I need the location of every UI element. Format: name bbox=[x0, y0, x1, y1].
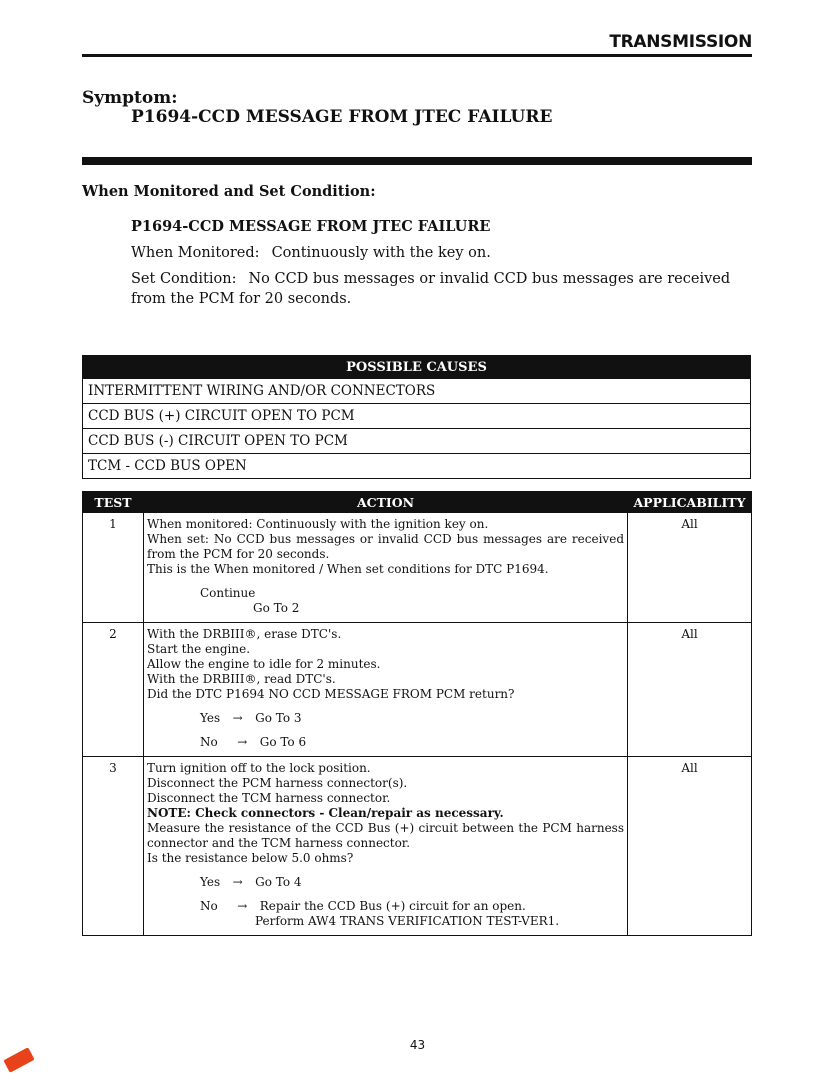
header-rule bbox=[82, 54, 752, 57]
test-applicability: All bbox=[628, 623, 752, 757]
when-monitored-label: When Monitored: bbox=[131, 245, 260, 261]
test-number: 1 bbox=[83, 513, 144, 623]
set-condition-label: Set Condition: bbox=[131, 271, 237, 287]
arrow-icon: → bbox=[237, 735, 248, 749]
action-line: Disconnect the TCM harness connector. bbox=[147, 791, 391, 805]
test-action bbox=[144, 623, 628, 757]
yes-label: Yes bbox=[200, 875, 221, 889]
yes-goto: Go To 3 bbox=[255, 711, 302, 725]
test-column-header: TEST bbox=[83, 492, 144, 513]
no-option bbox=[147, 899, 624, 914]
arrow-icon: → bbox=[237, 899, 248, 913]
goto-target: Go To 2 bbox=[253, 601, 300, 615]
test-table bbox=[82, 491, 752, 936]
action-line: This is the When monitored / When set conditions for DTC P1694. bbox=[147, 562, 549, 576]
arrow-icon: → bbox=[232, 711, 243, 725]
yes-label: Yes bbox=[200, 711, 221, 725]
no-goto: Go To 6 bbox=[259, 735, 307, 749]
action-line: Turn ignition off to the lock position. bbox=[147, 761, 371, 775]
monitored-dtc: P1694-CCD MESSAGE FROM JTEC FAILURE bbox=[131, 218, 491, 235]
test-action bbox=[144, 757, 628, 936]
action-line: When set: No CCD bus messages or invalid CCD bus messages are received from the PCM for 20 seconds. bbox=[147, 532, 624, 561]
test-applicability: All bbox=[628, 757, 752, 936]
test-row bbox=[83, 513, 752, 623]
section-header: TRANSMISSION bbox=[609, 32, 752, 52]
action-line: Measure the resistance of the CCD Bus (+) circuit between the PCM harness connector and the TCM harness connector. bbox=[147, 821, 624, 850]
continue-label: Continue bbox=[200, 586, 256, 600]
action-line: With the DRBIII®, read DTC's. bbox=[147, 672, 336, 686]
monitored-heading: When Monitored and Set Condition: bbox=[82, 183, 376, 200]
action-line: Start the engine. bbox=[147, 642, 251, 656]
action-column-header: ACTION bbox=[144, 492, 628, 513]
action-line: Allow the engine to idle for 2 minutes. bbox=[147, 657, 381, 671]
when-monitored-value: Continuously with the key on. bbox=[271, 245, 491, 261]
possible-causes-table bbox=[82, 355, 751, 479]
test-row bbox=[83, 757, 752, 936]
arrow-icon: → bbox=[232, 875, 243, 889]
test-action bbox=[144, 513, 628, 623]
action-line: Is the resistance below 5.0 ohms? bbox=[147, 851, 354, 865]
test-number: 3 bbox=[83, 757, 144, 936]
no-action: Repair the CCD Bus (+) circuit for an open. bbox=[259, 899, 526, 913]
action-line: With the DRBIII®, erase DTC's. bbox=[147, 627, 342, 641]
test-number: 2 bbox=[83, 623, 144, 757]
yes-goto: Go To 4 bbox=[255, 875, 302, 889]
no-label: No bbox=[200, 899, 218, 913]
set-condition-line bbox=[131, 269, 752, 309]
cause-item: INTERMITTENT WIRING AND/OR CONNECTORS bbox=[83, 378, 750, 403]
action-line: Did the DTC P1694 NO CCD MESSAGE FROM PCM return? bbox=[147, 687, 515, 701]
test-applicability: All bbox=[628, 513, 752, 623]
action-line: Disconnect the PCM harness connector(s). bbox=[147, 776, 408, 790]
yes-option bbox=[147, 875, 624, 890]
set-condition-value: No CCD bus messages or invalid CCD bus messages are received from the PCM for 20 seconds. bbox=[131, 271, 731, 307]
applicability-column-header: APPLICABILITY bbox=[628, 492, 752, 513]
no-option bbox=[147, 735, 624, 750]
symptom-title: P1694-CCD MESSAGE FROM JTEC FAILURE bbox=[131, 107, 553, 127]
no-label: No bbox=[200, 735, 218, 749]
test-table-header bbox=[83, 492, 752, 513]
when-monitored-line bbox=[131, 243, 752, 263]
no-action-continued: Perform AW4 TRANS VERIFICATION TEST-VER1. bbox=[255, 914, 560, 928]
test-row bbox=[83, 623, 752, 757]
cause-item: TCM - CCD BUS OPEN bbox=[83, 453, 750, 478]
cause-item: CCD BUS (+) CIRCUIT OPEN TO PCM bbox=[83, 403, 750, 428]
symptom-label: Symptom: bbox=[82, 88, 178, 108]
section-divider bbox=[82, 157, 752, 165]
possible-causes-header: POSSIBLE CAUSES bbox=[83, 356, 750, 378]
action-line: When monitored: Continuously with the ignition key on. bbox=[147, 517, 489, 531]
page-number: 43 bbox=[409, 1038, 426, 1052]
yes-option bbox=[147, 711, 624, 726]
cause-item: CCD BUS (-) CIRCUIT OPEN TO PCM bbox=[83, 428, 750, 453]
monitored-block bbox=[131, 217, 752, 315]
action-note: NOTE: Check connectors - Clean/repair as necessary. bbox=[147, 806, 504, 820]
